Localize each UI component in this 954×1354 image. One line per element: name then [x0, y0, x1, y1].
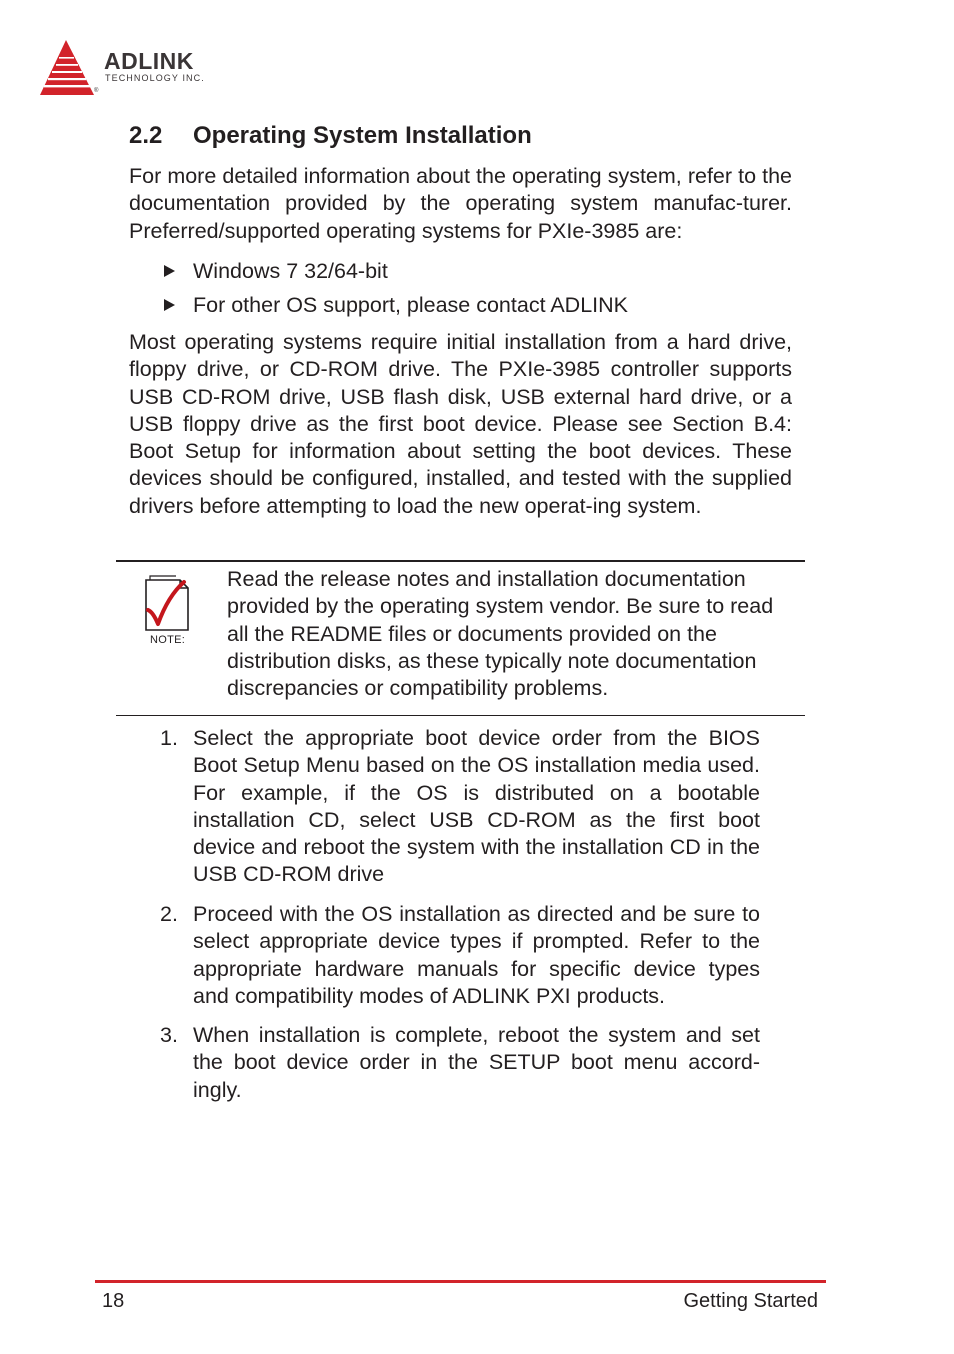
step-text: When installation is complete, reboot the system and set the boot device order in the SETUP boot menu accord-ingly.: [193, 1023, 760, 1102]
step-number: 2.: [160, 902, 178, 926]
os-list: [160, 258, 628, 326]
list-item-text: For other OS support, please contact ADLINK: [193, 293, 628, 317]
step-number: 1.: [160, 726, 178, 750]
body-paragraph: Most operating systems require initial installation from a hard drive, floppy drive, or CD-ROM drive. The PXIe-3985 controller supports USB CD-ROM drive, USB flash disk, USB external hard drive, or a USB floppy drive as the first boot device. Please see Section B.4: Boot Setup for information about setting the boot devices. These devices should be configured, installed, and tested with the supplied drivers before attempting to load the new operat-ing system.: [129, 330, 792, 518]
list-item: [160, 725, 760, 901]
step-text: Select the appropriate boot device order from the BIOS Boot Setup Menu based on the OS installation media used. For example, if the OS is distributed on a bootable installation CD, select USB CD-ROM as the first boot device and reboot the system with the installation CD in the USB CD-ROM drive: [193, 726, 760, 887]
note-bottom-divider: [116, 715, 805, 716]
bullet-triangle-icon: [164, 265, 175, 277]
adlink-triangle-icon: [38, 38, 102, 98]
section-heading: [129, 122, 532, 150]
checkmark-note-icon: [140, 572, 194, 634]
note-top-divider: [116, 560, 805, 562]
list-item: [160, 292, 628, 326]
chapter-title: Getting Started: [683, 1290, 818, 1312]
installation-steps: [160, 725, 760, 1104]
list-item: [160, 258, 628, 292]
logo-subtitle: TECHNOLOGY INC.: [105, 73, 205, 83]
bullet-triangle-icon: [164, 299, 175, 311]
section-number: 2.2: [129, 122, 163, 149]
note-text: Read the release notes and installation documentation provided by the operating system vendor. Be sure to read all the README files or documents provided on the distribution disks, as these typically note documentation discrepancies or compatibility problems.: [227, 567, 774, 701]
list-item: [160, 1022, 760, 1104]
registered-mark: ®: [94, 88, 99, 94]
step-text: Proceed with the OS installation as directed and be sure to select appropriate device types if prompted. Refer to the appropriate hardware manuals for specific device types and compatibility modes of ADLINK PXI products.: [193, 902, 760, 1008]
intro-paragraph: For more detailed information about the operating system, refer to the documentation provided by the operating system manufac-turer. Preferred/supported operating systems for PXIe-3985 are:: [129, 164, 792, 243]
adlink-logo: [38, 38, 238, 98]
list-item: [160, 901, 760, 1022]
note-label: NOTE:: [150, 634, 186, 646]
list-item-text: Windows 7 32/64-bit: [193, 259, 388, 283]
page-number: 18: [102, 1290, 125, 1312]
step-number: 3.: [160, 1023, 178, 1047]
footer-divider: [95, 1280, 826, 1283]
section-title: Operating System Installation: [193, 122, 532, 149]
logo-name: ADLINK: [104, 48, 194, 74]
